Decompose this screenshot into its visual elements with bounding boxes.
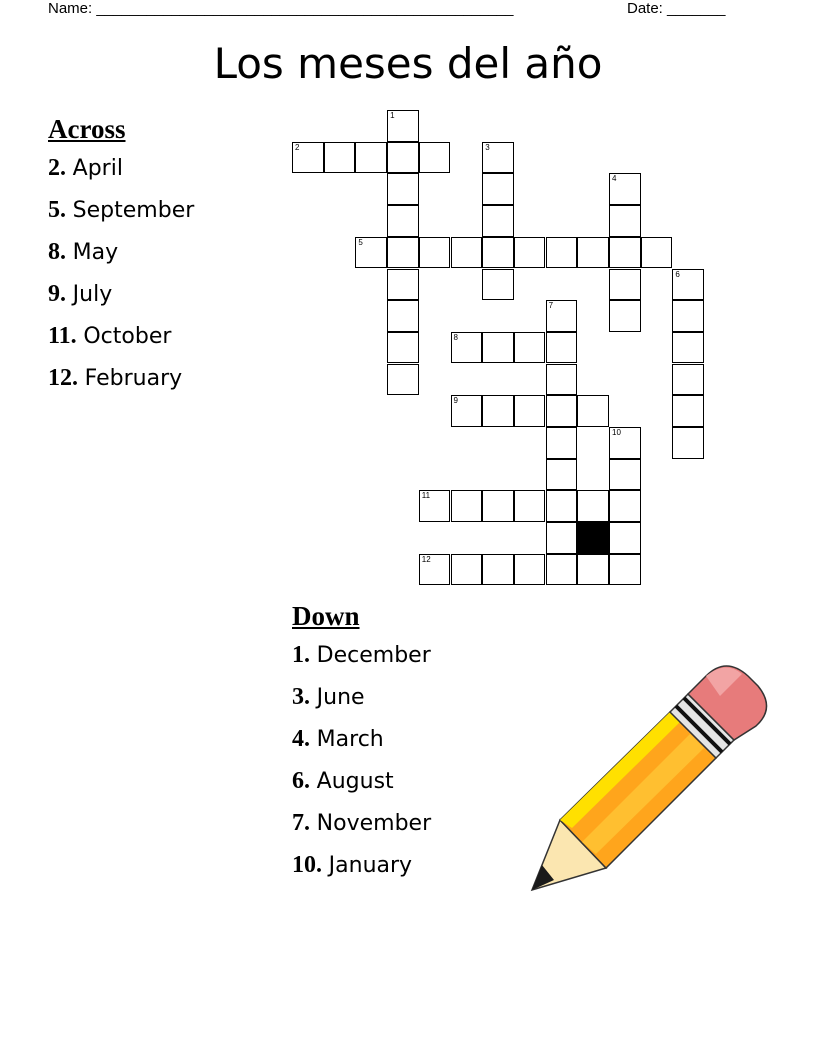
cell-number: 3 xyxy=(485,142,490,152)
name-blank[interactable]: __________________________________________________ xyxy=(96,0,514,17)
crossword-cell[interactable] xyxy=(482,554,514,586)
across-clues xyxy=(48,113,194,399)
clue-number: 9. xyxy=(48,281,66,307)
crossword-cell[interactable] xyxy=(514,490,546,522)
clue-number: 12. xyxy=(48,365,78,391)
cell-number: 10 xyxy=(612,428,621,437)
clue-number: 7. xyxy=(292,810,310,836)
crossword-cell[interactable] xyxy=(451,332,483,364)
crossword-cell[interactable] xyxy=(546,522,578,554)
crossword-cell[interactable] xyxy=(514,395,546,427)
pencil-icon-body xyxy=(532,666,767,890)
crossword-cell[interactable] xyxy=(482,490,514,522)
cell-number: 12 xyxy=(421,554,431,564)
crossword-cell[interactable] xyxy=(609,490,641,522)
crossword-cell[interactable] xyxy=(672,427,704,459)
crossword-cell[interactable] xyxy=(672,332,704,364)
crossword-cell[interactable] xyxy=(546,364,578,396)
crossword-cell[interactable] xyxy=(672,300,704,332)
crossword-cell[interactable] xyxy=(482,142,514,174)
cell-number: 5 xyxy=(358,237,363,247)
crossword-cell[interactable] xyxy=(482,332,514,364)
crossword-cell[interactable] xyxy=(546,554,578,586)
crossword-cell[interactable] xyxy=(387,110,419,142)
crossword-cell[interactable] xyxy=(324,142,356,174)
crossword-cell[interactable] xyxy=(546,490,578,522)
down-clue xyxy=(292,760,431,802)
across-clue xyxy=(48,357,194,399)
crossword-cell[interactable] xyxy=(451,490,483,522)
clue-text: September xyxy=(72,198,195,223)
crossword-cell[interactable] xyxy=(546,427,578,459)
crossword-cell[interactable] xyxy=(387,173,419,205)
clue-text: July xyxy=(72,282,113,307)
crossword-cell[interactable] xyxy=(451,237,483,269)
across-clue xyxy=(48,315,194,357)
crossword-cell[interactable] xyxy=(546,459,578,491)
crossword-cell[interactable] xyxy=(482,269,514,301)
clue-number: 11. xyxy=(48,323,77,349)
crossword-cell[interactable] xyxy=(451,554,483,586)
crossword-cell[interactable] xyxy=(609,300,641,332)
down-clue xyxy=(292,634,431,676)
clue-text: August xyxy=(316,769,394,794)
crossword-cell[interactable] xyxy=(641,237,673,269)
crossword-cell[interactable] xyxy=(387,269,419,301)
clue-text: June xyxy=(316,685,365,710)
crossword-cell[interactable] xyxy=(482,173,514,205)
crossword-cell[interactable] xyxy=(387,364,419,396)
crossword-cell[interactable] xyxy=(577,554,609,586)
crossword-cell[interactable] xyxy=(514,332,546,364)
crossword-cell[interactable] xyxy=(419,142,451,174)
down-clue xyxy=(292,844,431,886)
crossword-cell[interactable] xyxy=(355,237,387,269)
clue-text: December xyxy=(316,643,431,668)
crossword-cell[interactable] xyxy=(609,522,641,554)
crossword-cell[interactable] xyxy=(387,142,419,174)
down-clue xyxy=(292,802,431,844)
clue-number: 1. xyxy=(292,642,310,668)
cell-number: 9 xyxy=(453,396,458,406)
across-clue xyxy=(48,147,194,189)
clue-text: February xyxy=(84,366,183,391)
cell-number: 7 xyxy=(548,301,554,311)
crossword-cell[interactable] xyxy=(451,395,483,427)
cell-number: 11 xyxy=(421,491,431,501)
crossword-cell[interactable] xyxy=(672,364,704,396)
clue-text: May xyxy=(72,240,119,265)
down-clues xyxy=(292,600,431,886)
down-heading: Down xyxy=(292,601,360,631)
crossword-cell[interactable] xyxy=(609,237,641,269)
crossword-cell[interactable] xyxy=(419,237,451,269)
clue-number: 4. xyxy=(292,726,310,752)
down-clue xyxy=(292,676,431,718)
crossword-cell[interactable] xyxy=(609,269,641,301)
crossword-cell[interactable] xyxy=(546,300,578,332)
clue-number: 3. xyxy=(292,684,310,710)
crossword-black-cell xyxy=(577,522,609,554)
clue-number: 10. xyxy=(292,852,322,878)
crossword-cell[interactable] xyxy=(292,142,324,174)
clue-text: October xyxy=(83,324,172,349)
down-clue xyxy=(292,718,431,760)
clue-number: 2. xyxy=(48,155,66,181)
crossword-cell[interactable] xyxy=(387,300,419,332)
across-clue xyxy=(48,189,194,231)
clue-number: 5. xyxy=(48,197,66,223)
crossword-cell[interactable] xyxy=(577,395,609,427)
date-blank[interactable]: _______ xyxy=(667,0,726,17)
crossword-cell[interactable] xyxy=(672,395,704,427)
across-heading: Across xyxy=(48,114,126,144)
crossword-cell[interactable] xyxy=(419,554,451,586)
across-clue xyxy=(48,273,194,315)
clue-text: January xyxy=(328,853,413,878)
pencil-icon xyxy=(520,650,780,900)
clue-number: 6. xyxy=(292,768,310,794)
crossword-cell[interactable] xyxy=(419,490,451,522)
crossword-cell[interactable] xyxy=(387,205,419,237)
crossword-cell[interactable] xyxy=(482,395,514,427)
crossword-cell[interactable] xyxy=(577,237,609,269)
clue-number: 8. xyxy=(48,239,66,265)
date-label: Date: xyxy=(627,0,663,17)
crossword-cell[interactable] xyxy=(546,237,578,269)
across-clue xyxy=(48,231,194,273)
crossword-cell[interactable] xyxy=(609,554,641,586)
crossword-cell[interactable] xyxy=(514,554,546,586)
clue-text: April xyxy=(72,156,123,181)
crossword-cell[interactable] xyxy=(387,237,419,269)
crossword-cell[interactable] xyxy=(546,332,578,364)
crossword-cell[interactable] xyxy=(482,237,514,269)
crossword-cell[interactable] xyxy=(482,205,514,237)
crossword-cell[interactable] xyxy=(609,205,641,237)
crossword-cell[interactable] xyxy=(514,237,546,269)
crossword-cell[interactable] xyxy=(609,173,641,205)
crossword-cell[interactable] xyxy=(577,490,609,522)
cell-number: 4 xyxy=(612,174,617,184)
crossword-cell[interactable] xyxy=(355,142,387,174)
cell-number: 2 xyxy=(295,142,300,152)
crossword-cell[interactable] xyxy=(546,395,578,427)
crossword-cell[interactable] xyxy=(672,269,704,301)
clue-text: November xyxy=(316,811,432,836)
crossword-cell[interactable] xyxy=(609,459,641,491)
crossword-cell[interactable] xyxy=(387,332,419,364)
clue-text: March xyxy=(316,727,384,752)
date-line[interactable] xyxy=(627,0,725,18)
cell-number: 6 xyxy=(675,269,680,279)
page-title: Los meses del año xyxy=(213,39,603,88)
cell-number: 1 xyxy=(390,111,395,120)
crossword-cell[interactable] xyxy=(609,427,641,459)
name-label: Name: xyxy=(48,0,93,17)
cell-number: 8 xyxy=(453,332,458,342)
name-line[interactable] xyxy=(48,0,513,18)
